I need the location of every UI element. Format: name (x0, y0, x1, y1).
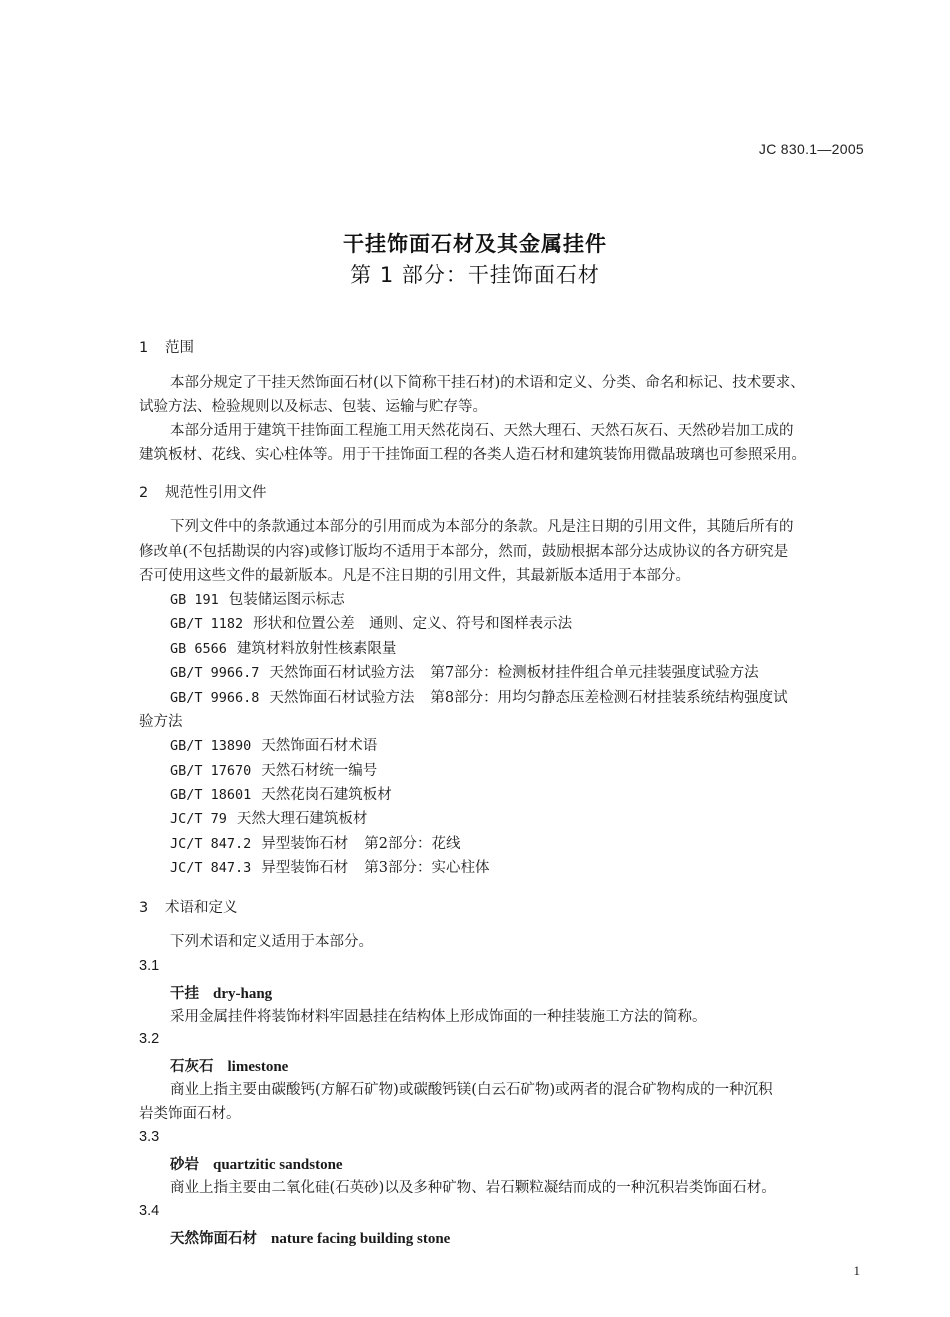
reference-code: GB/T 13890 (170, 738, 252, 754)
paragraph-line: 本部分规定了干挂天然饰面石材(以下简称干挂石材)的术语和定义、分类、命名和标记、技术要求、 (170, 375, 805, 391)
paragraph-line: 下列文件中的条款通过本部分的引用而成为本部分的条款。凡是注日期的引用文件，其随后所有的 (170, 519, 794, 535)
reference-item (170, 663, 759, 683)
reference-title: 建筑材料放射性核素限量 (236, 641, 397, 657)
term-definition: 采用金属挂件将装饰材料牢固悬挂在结构体上形成饰面的一种挂装施工方法的简称。 (170, 1009, 707, 1025)
reference-item (170, 614, 572, 634)
term-en: dry-hang (213, 986, 273, 1002)
term-definition: 岩类饰面石材。 (139, 1106, 241, 1122)
reference-code: JC/T 79 (170, 811, 227, 827)
reference-title: 天然大理石建筑板材 (236, 811, 368, 827)
reference-title: 包装储运图示标志 (228, 592, 345, 608)
paragraph-line: 否可使用这些文件的最新版本。凡是不注日期的引用文件，其最新版本适用于本部分。 (139, 568, 690, 584)
reference-item (170, 639, 396, 659)
section-title: 规范性引用文件 (165, 485, 267, 501)
term-zh: 干挂 (170, 986, 199, 1002)
reference-code: GB/T 18601 (170, 787, 252, 803)
reference-item (170, 761, 377, 781)
reference-title: 异型装饰石材 (261, 836, 349, 852)
term-zh: 天然饰面石材 (170, 1231, 257, 1247)
term-entry (170, 1153, 343, 1174)
reference-code: GB 6566 (170, 641, 227, 657)
term-entry (170, 1227, 450, 1248)
section-title: 范围 (165, 340, 194, 356)
reference-part: 第3部分：实心柱体 (364, 860, 490, 876)
term-zh: 砂岩 (170, 1157, 199, 1173)
reference-item (170, 834, 461, 854)
section-number: 2 (139, 485, 149, 501)
section-heading-scope (139, 336, 194, 357)
section-title: 术语和定义 (165, 900, 238, 916)
reference-item (170, 736, 377, 756)
reference-item (170, 785, 392, 805)
reference-title: 异型装饰石材 (261, 860, 349, 876)
clause-number: 3.4 (139, 1203, 160, 1219)
reference-title: 天然饰面石材试验方法 (269, 690, 415, 706)
clause-number: 3.3 (139, 1129, 160, 1145)
section-heading-terms (139, 896, 238, 917)
reference-code: GB/T 1182 (170, 616, 244, 632)
term-en: quartzitic sandstone (213, 1157, 343, 1173)
reference-code: JC/T 847.3 (170, 860, 252, 876)
section-number: 3 (139, 900, 149, 916)
clause-number: 3.2 (139, 1031, 160, 1047)
reference-item (170, 590, 345, 610)
reference-item (170, 858, 490, 878)
document-subtitle: 第 1 部分：干挂饰面石材 (350, 263, 600, 287)
term-en: nature facing building stone (271, 1231, 451, 1247)
standard-code: JC 830.1—2005 (758, 141, 864, 157)
reference-part: 第7部分：检测板材挂件组合单元挂装强度试验方法 (430, 665, 759, 681)
reference-continuation: 验方法 (139, 714, 183, 730)
reference-code: JC/T 847.2 (170, 836, 252, 852)
paragraph-line: 本部分适用于建筑干挂饰面工程施工用天然花岗石、天然大理石、天然石灰石、天然砂岩加工成的 (170, 423, 794, 439)
reference-part: 第8部分：用均匀静态压差检测石材挂装系统结构强度试 (430, 690, 788, 706)
paragraph-line: 建筑板材、花线、实心柱体等。用于干挂饰面工程的各类人造石材和建筑装饰用微晶玻璃也可参照采用。 (139, 447, 806, 463)
term-definition: 商业上指主要由二氧化硅(石英砂)以及多种矿物、岩石颗粒凝结而成的一种沉积岩类饰面石材。 (170, 1180, 776, 1196)
reference-code: GB 191 (170, 592, 219, 608)
term-zh: 石灰石 (170, 1059, 214, 1075)
reference-title: 天然石材统一编号 (261, 763, 378, 779)
reference-title: 天然饰面石材术语 (261, 738, 378, 754)
reference-item (170, 688, 788, 708)
section-number: 1 (139, 340, 149, 356)
term-entry (170, 1055, 288, 1076)
reference-item (170, 809, 367, 829)
page-number: 1 (853, 1263, 860, 1278)
term-definition: 商业上指主要由碳酸钙(方解石矿物)或碳酸钙镁(白云石矿物)或两者的混合矿物构成的一种沉积 (170, 1082, 773, 1098)
paragraph-line: 试验方法、检验规则以及标志、包装、运输与贮存等。 (139, 399, 487, 415)
reference-title: 天然饰面石材试验方法 (269, 665, 415, 681)
clause-number: 3.1 (139, 958, 160, 974)
reference-code: GB/T 17670 (170, 763, 252, 779)
reference-part: 第2部分：花线 (364, 836, 461, 852)
reference-title: 形状和位置公差 通则、定义、符号和图样表示法 (253, 616, 573, 632)
reference-title: 天然花岗石建筑板材 (261, 787, 392, 803)
term-entry (170, 982, 272, 1003)
section-heading-normative-references (139, 481, 267, 502)
paragraph-line: 修改单(不包括勘误的内容)或修订版均不适用于本部分，然而，鼓励根据本部分达成协议的各方研究是 (139, 544, 789, 560)
reference-code: GB/T 9966.7 (170, 665, 260, 681)
reference-code: GB/T 9966.8 (170, 690, 260, 706)
paragraph-line: 下列术语和定义适用于本部分。 (170, 934, 373, 950)
document-title: 干挂饰面石材及其金属挂件 (343, 232, 607, 256)
term-en: limestone (227, 1059, 289, 1075)
